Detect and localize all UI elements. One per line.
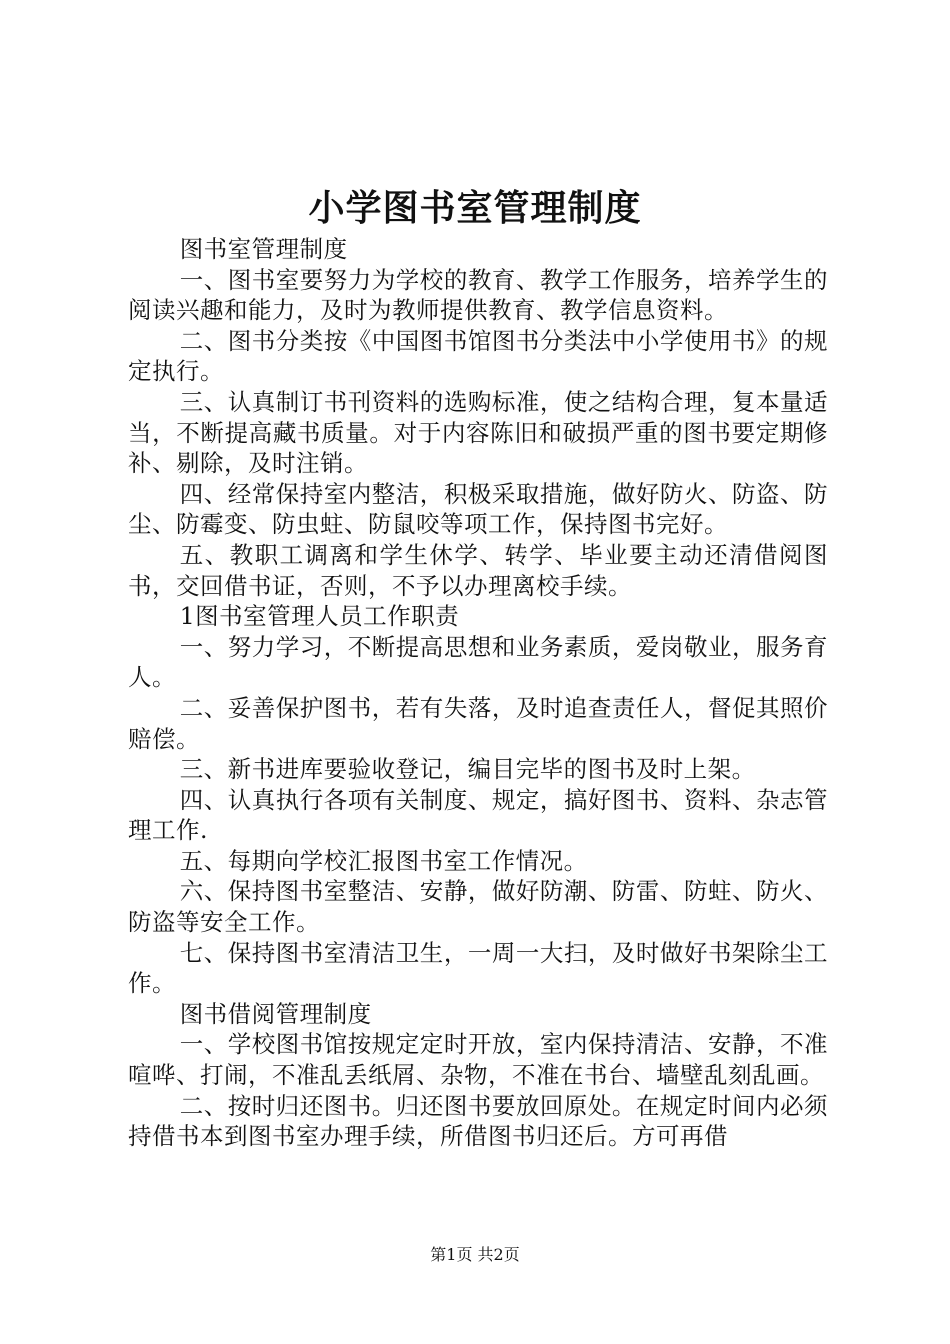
page-title: 小学图书室管理制度: [308, 187, 642, 229]
paragraph: 五、教职工调离和学生休学、转学、毕业要主动还清借阅图书，交回借书证，否则，不予以办理离校手续。: [128, 540, 828, 600]
paragraph: 二、图书分类按《中国图书馆图书分类法中小学使用书》的规定执行。: [128, 326, 828, 386]
paragraph: 六、保持图书室整洁、安静，做好防潮、防雷、防蛀、防火、防盗等安全工作。: [128, 877, 828, 937]
document-body: [128, 234, 828, 1152]
paragraph: 三、新书进库要验收登记，编目完毕的图书及时上架。: [179, 755, 756, 784]
page-number-footer: 第1页 共2页: [430, 1245, 520, 1264]
section-heading-borrowing-rules: 图书借阅管理制度: [179, 999, 372, 1028]
section-heading-staff-duties: 1图书室管理人员工作职责: [179, 602, 460, 631]
paragraph: 四、经常保持室内整洁，积极采取措施，做好防火、防盗、防尘、防霉变、防虫蛀、防鼠咬等项工作，保持图书完好。: [128, 479, 828, 539]
paragraph: 四、认真执行各项有关制度、规定，搞好图书、资料、杂志管理工作.: [128, 785, 828, 845]
paragraph: 一、图书室要努力为学校的教育、教学工作服务，培养学生的阅读兴趣和能力，及时为教师提供教育、教学信息资料。: [128, 265, 828, 325]
paragraph: 五、每期向学校汇报图书室工作情况。: [179, 846, 588, 875]
paragraph: 一、努力学习，不断提高思想和业务素质，爱岗敬业，服务育人。: [128, 632, 828, 692]
paragraph: 七、保持图书室清洁卫生，一周一大扫，及时做好书架除尘工作。: [128, 938, 828, 998]
paragraph: 二、按时归还图书。归还图书要放回原处。在规定时间内必须持借书本到图书室办理手续，所借图书归还后。方可再借: [128, 1091, 828, 1151]
paragraph: 三、认真制订书刊资料的选购标准，使之结构合理，复本量适当，不断提高藏书质量。对于内容陈旧和破损严重的图书要定期修补、剔除，及时注销。: [128, 387, 828, 478]
paragraph: 一、学校图书馆按规定定时开放，室内保持清洁、安静，不准喧哗、打闹，不准乱丢纸屑、杂物，不准在书台、墙壁乱刻乱画。: [128, 1030, 828, 1090]
paragraph: 二、妥善保护图书，若有失落，及时追查责任人，督促其照价赔偿。: [128, 693, 828, 753]
section-heading-library-rules: 图书室管理制度: [179, 235, 348, 263]
